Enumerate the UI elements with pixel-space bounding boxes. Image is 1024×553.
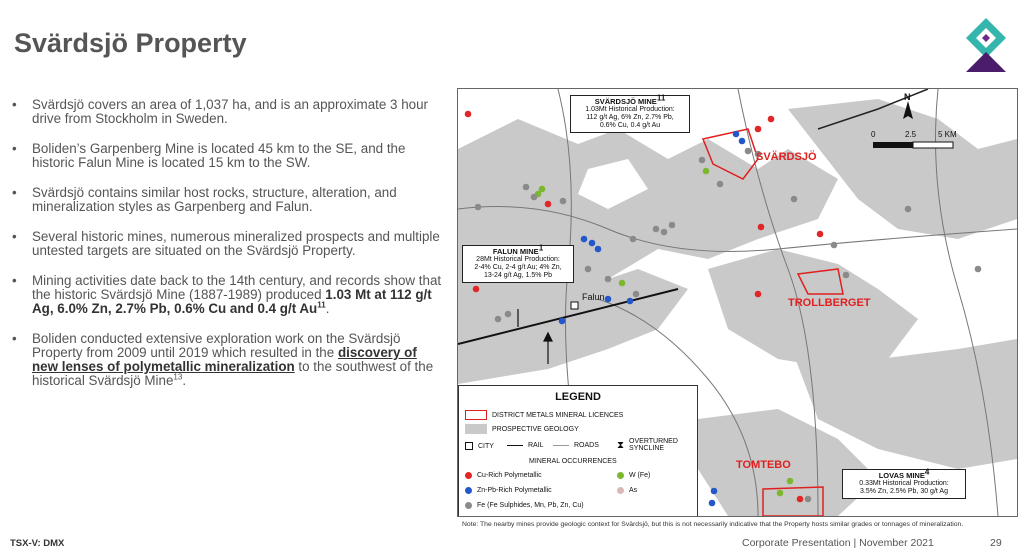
map-legend <box>458 385 698 517</box>
legend-rail: RAIL <box>507 442 544 449</box>
occurrence-dot-fe <box>699 157 706 164</box>
callout-svardsjo-mine: SVÄRDSJÖ MINE$^{11}$ 1.03Mt Historical Production: 112 g/t Ag, 6% Zn, 2.7% Pb, 0.6% Cu, 0.4 g/t Au <box>570 95 690 133</box>
w-dot-icon <box>617 472 624 479</box>
occurrence-dot-cu <box>545 201 552 208</box>
occurrence-dot-fe <box>495 316 502 323</box>
trollberget-label: TROLLBERGET <box>788 297 871 309</box>
occurrence-dot-zn <box>581 236 588 243</box>
occurrence-dot-cu <box>465 111 472 118</box>
occurrence-dot-w <box>619 280 626 287</box>
occurrence-dot-zn <box>627 298 634 305</box>
city-icon <box>465 442 473 450</box>
occurrence-dot-fe <box>831 242 838 249</box>
licence-swatch <box>465 410 487 420</box>
legend-roads: ROADS <box>553 442 599 449</box>
occurrence-dot-cu <box>473 286 480 293</box>
legend-as: As <box>617 487 637 494</box>
presentation-label: Corporate Presentation | November 2021 <box>742 537 934 549</box>
ticker-label: TSX-V: DMX <box>10 538 65 549</box>
occurrence-dot-w <box>777 490 784 497</box>
fe-dot-icon <box>465 502 472 509</box>
svardsjo-label: SVÄRDSJÖ <box>756 151 817 163</box>
occurrence-dot-cu <box>817 231 824 238</box>
occurrence-dot-fe <box>633 291 640 298</box>
occurrence-dot-fe <box>505 311 512 318</box>
occurrence-dot-zn <box>733 131 740 138</box>
bullet-item: • Mining activities date back to the 14th century, and records show that the historic Svärdsjö Mine (1887-1989) produced 1.03 Mt at 112 g/t Ag, 6.0% Zn, 2.7% Pb, 0.6% Cu and 0.4 g/t Au$^{11}$. <box>10 274 442 316</box>
occurrence-dot-fe <box>661 229 668 236</box>
map-note: Note: The nearby mines provide geologic context for Svärdsjö, but this is not necessarily indicative that the Property hosts similar grades or tonnages of mineralization. <box>462 521 964 528</box>
geology-swatch <box>465 424 487 434</box>
road-icon <box>553 445 569 446</box>
syncline-icon: ⧗ <box>617 439 625 451</box>
occurrence-dot-zn <box>605 296 612 303</box>
scale-label-0: 0 <box>871 130 876 139</box>
legend-geology: PROSPECTIVE GEOLOGY <box>465 424 579 434</box>
rail-icon <box>507 445 523 446</box>
callout-falun-mine: FALUN MINE$^1$ 28Mt Historical Production: 2-4% Cu, 2-4 g/t Au; 4% Zn, 13-24 g/t Ag, 1.5% Pb <box>462 245 574 283</box>
callout-lovas-mine: LOVAS MINE$^4$ 0.33Mt Historical Production: 3.5% Zn, 2.5% Pb, 30 g/t Ag <box>842 469 966 499</box>
bullet-list <box>10 98 442 404</box>
occurrence-dot-w <box>787 478 794 485</box>
occurrence-dot-fe <box>560 198 567 205</box>
occurrence-dot-fe <box>843 272 850 279</box>
company-logo-icon <box>962 14 1010 74</box>
bullet-item: • Boliden’s Garpenberg Mine is located 45 km to the SE, and the historic Falun Mine is located 15 km to the SW. <box>10 142 442 170</box>
occurrence-dot-cu <box>768 116 775 123</box>
occurrence-dot-w <box>703 168 710 175</box>
as-dot-icon <box>617 487 624 494</box>
occurrence-dot-cu <box>758 224 765 231</box>
occurrence-dot-zn <box>559 318 566 325</box>
bullet-item: • Boliden conducted extensive exploration work on the Svärdsjö Property from 2009 until 2019 which resulted in the discovery of new lenses of polymetallic mineralization to the southwest of the historical Svärdsjö Mine$^{13}$. <box>10 332 442 388</box>
cu-dot-icon <box>465 472 472 479</box>
city-marker-icon <box>571 302 578 309</box>
legend-fe: Fe (Fe Sulphides, Mn, Pb, Zn, Cu) <box>465 502 584 509</box>
slide-title: Svärdsjö Property <box>14 28 247 58</box>
legend-city: CITY <box>465 442 494 450</box>
legend-w: W (Fe) <box>617 472 650 479</box>
occurrence-dot-zn <box>595 246 602 253</box>
occurrence-dot-fe <box>805 496 812 503</box>
tomtebo-label: TOMTEBO <box>736 459 791 471</box>
legend-occurrences-title: MINERAL OCCURRENCES <box>529 458 617 465</box>
occurrence-dot-fe <box>475 204 482 211</box>
geology-map <box>457 88 1018 517</box>
north-label: N <box>904 92 911 102</box>
legend-zn: Zn-Pb-Rich Polymetallic <box>465 487 552 494</box>
occurrence-dot-w <box>539 186 546 193</box>
scale-label-mid: 2.5 <box>905 130 917 139</box>
occurrence-dot-fe <box>605 276 612 283</box>
legend-licences: DISTRICT METALS MINERAL LICENCES <box>465 410 623 420</box>
legend-title: LEGEND <box>555 391 601 403</box>
legend-cu: Cu-Rich Polymetallic <box>465 472 542 479</box>
bullet-item: • Several historic mines, numerous mineralized prospects and multiple untested targets are situated on the Svärdsjö Property. <box>10 230 442 258</box>
occurrence-dot-zn <box>739 138 746 145</box>
occurrence-dot-zn <box>709 500 716 507</box>
occurrence-dot-fe <box>653 226 660 233</box>
occurrence-dot-fe <box>717 181 724 188</box>
page-number: 29 <box>990 537 1002 549</box>
occurrence-dot-fe <box>531 194 538 201</box>
occurrence-dot-zn <box>711 488 718 495</box>
falun-label: Falun <box>582 292 605 302</box>
occurrence-dot-cu <box>755 291 762 298</box>
bullet-item: • Svärdsjö contains similar host rocks, structure, alteration, and mineralization styles as Garpenberg and Falun. <box>10 186 442 214</box>
bullet-item: • Svärdsjö covers an area of 1,037 ha, and is an approximate 3 hour drive from Stockholm in Sweden. <box>10 98 442 126</box>
occurrence-dot-zn <box>589 240 596 247</box>
occurrence-dot-fe <box>975 266 982 273</box>
occurrence-dot-fe <box>630 236 637 243</box>
occurrence-dot-fe <box>585 266 592 273</box>
occurrence-dot-fe <box>669 222 676 229</box>
zn-dot-icon <box>465 487 472 494</box>
occurrence-dot-fe <box>791 196 798 203</box>
occurrence-dot-fe <box>905 206 912 213</box>
occurrence-dot-fe <box>745 148 752 155</box>
occurrence-dot-cu <box>797 496 804 503</box>
occurrence-dot-fe <box>523 184 530 191</box>
occurrence-dot-cu <box>755 126 762 133</box>
scale-label-end: 5 KM <box>938 130 957 139</box>
legend-syncline: ⧗ OVERTURNED SYNCLINE <box>617 438 678 452</box>
